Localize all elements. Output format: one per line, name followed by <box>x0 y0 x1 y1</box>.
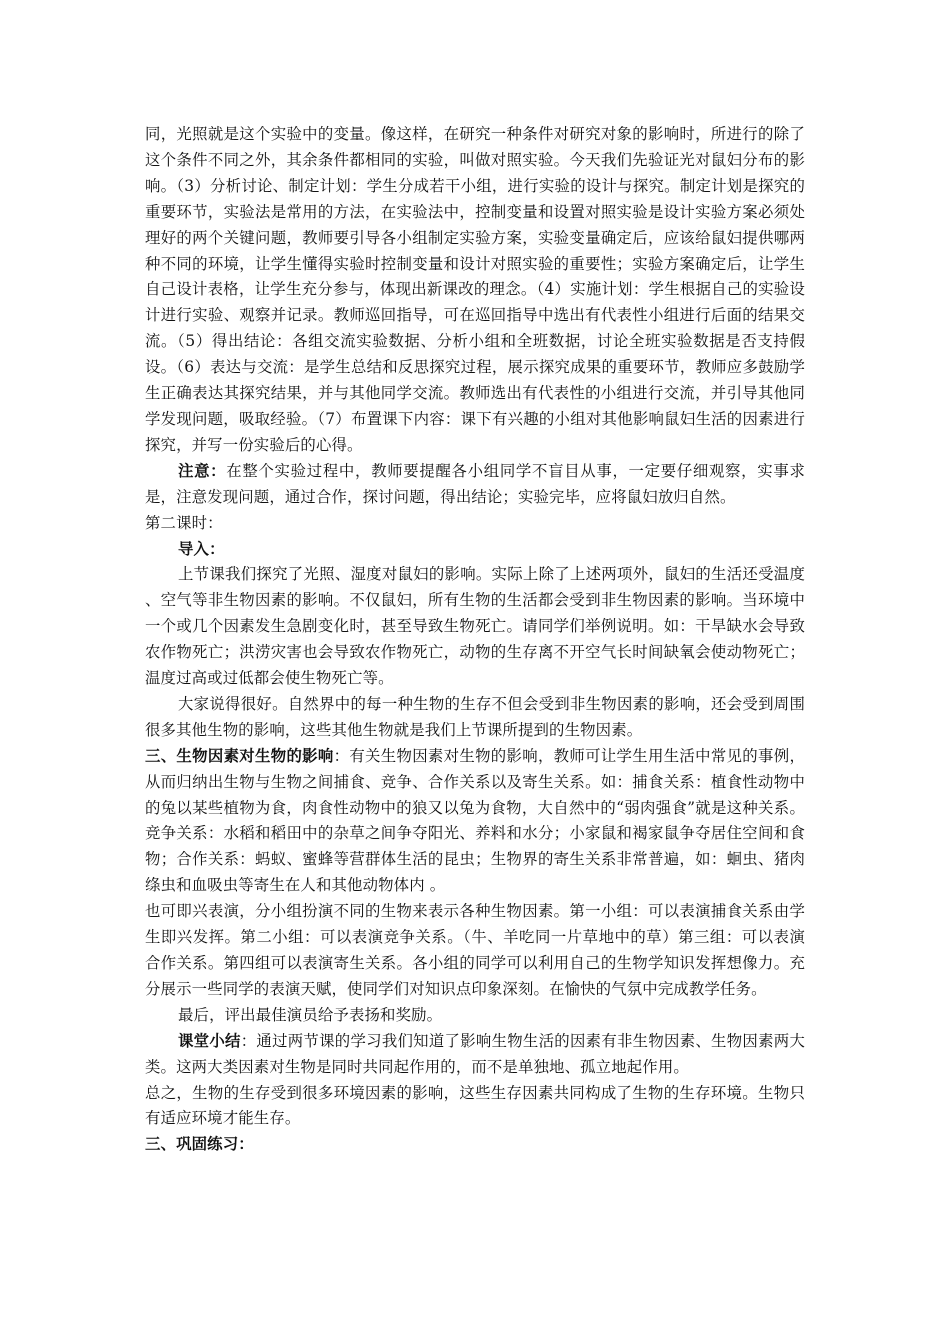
section3-text: ：有关生物因素对生物的影响，教师可让学生用生活中常见的事例，从而归纳出生物与生物之间捕食、竞争、合作关系以及寄生关系。如：捕食关系：植食性动物中的兔以某些植物为食，肉食性动物中的狼又以兔为食物，大自然中的“弱肉强食”就是这种关系。竞争关系：水稻和稻田中的杂草之间争夺阳光、养料和水分；小家鼠和褐家鼠争夺居住空间和食物；合作关系：蚂蚁、蜜蜂等营群体生活的昆虫；生物界的寄生关系非常普遍，如：蛔虫、猪肉绦虫和血吸虫等寄生在人和其他动物体内 。 <box>145 746 805 895</box>
paragraph-biotic-factors <box>145 744 805 899</box>
exercise-heading: 三、巩固练习： <box>145 1135 254 1154</box>
intro-heading: 导入： <box>178 539 225 558</box>
note-text: 在整个实验过程中，教师要提醒各小组同学不盲目从事，一定要仔细观察，实事求是，注意发现问题，通过合作，探讨问题，得出结论；实验完毕，应将鼠妇放归自然。 <box>145 461 805 506</box>
summary-heading: 课堂小结 <box>178 1031 241 1050</box>
paragraph-conclusion: 总之，生物的生存受到很多环境因素的影响，这些生存因素共同构成了生物的生存环境。生物只有适应环境才能生存。 <box>145 1083 805 1128</box>
summary-text: ：通过两节课的学习我们知道了影响生物生活的因素有非生物因素、生物因素两大类。这两大类因素对生物是同时共同起作用的，而不是单独地、孤立地起作用。 <box>145 1031 805 1076</box>
paragraph-experiment-steps: 同，光照就是这个实验中的变量。像这样，在研究一种条件对研究对象的影响时，所进行的除了这个条件不同之外，其余条件都相同的实验，叫做对照实验。今天我们先验证光对鼠妇分布的影响。（3）分析讨论、制定计划：学生分成若干小组，进行实验的设计与探究。制定计划是探究的重要环节，实验法是常用的方法，在实验法中，控制变量和设置对照实验是设计实验方案必须处理好的两个关键问题，教师要引导各小组制定实验方案，实验变量确定后，应该给鼠妇提供哪两种不同的环境，让学生懂得实验时控制变量和设计对照实验的重要性；实验方案确定后，让学生自己设计表格，让学生充分参与，体现出新课改的理念。（4）实施计划：学生根据自己的实验设计进行实验、观察并记录。教师巡回指导，可在巡回指导中选出有代表性小组进行后面的结果交流。（5）得出结论：各组交流实验数据、分析小组和全班数据，讨论全班实验数据是否支持假设。（6）表达与交流：是学生总结和反思探究过程，展示探究成果的重要环节，教师应多鼓励学生正确表达其探究结果，并与其他同学交流。教师选出有代表性的小组进行交流，并引导其他同学发现问题，吸取经验。（7）布置课下内容：课下有兴趣的小组对其他影响鼠妇生活的因素进行探究，并写一份实验后的心得。 <box>145 125 805 454</box>
paragraph-intro-2: 大家说得很好。自然界中的每一种生物的生存不但会受到非生物因素的影响，还会受到周围很多其他生物的影响，这些其他生物就是我们上节课所提到的生物因素。 <box>145 694 805 739</box>
section3-heading: 三、生物因素对生物的影响 <box>145 746 334 765</box>
second-lesson-heading: 第二课时： <box>145 513 223 532</box>
paragraph-note <box>145 459 805 511</box>
paragraph-performance: 也可即兴表演，分小组扮演不同的生物来表示各种生物因素。第一小组：可以表演捕食关系由学生即兴发挥。第二小组：可以表演竞争关系。（牛、羊吃同一片草地中的草）第三组：可以表演合作关系。第四组可以表演寄生关系。各小组的同学可以利用自己的生物学知识发挥想像力。充分展示一些同学的表演天赋，使同学们对知识点印象深刻。在愉快的气氛中完成教学任务。 <box>145 902 805 998</box>
note-label: 注意： <box>178 461 227 480</box>
paragraph-summary <box>145 1029 805 1081</box>
paragraph-intro-1: 上节课我们探究了光照、湿度对鼠妇的影响。实际上除了上述两项外，鼠妇的生活还受温度 、空气等非生物因素的影响。不仅鼠妇，所有生物的生活都会受到非生物因素的影响。当环境中一个或几个因素发生急剧变化时，甚至导致生物死亡。请同学们举例说明。如：干旱缺水会导致农作物死亡；洪涝灾害也会导致农作物死亡，动物的生存离不开空气长时间缺氧会使动物死亡；温度过高或过低都会使生物死亡等。 <box>145 565 805 688</box>
paragraph-award: 最后，评出最佳演员给予表扬和奖励。 <box>178 1005 443 1024</box>
document-body <box>145 122 805 1158</box>
